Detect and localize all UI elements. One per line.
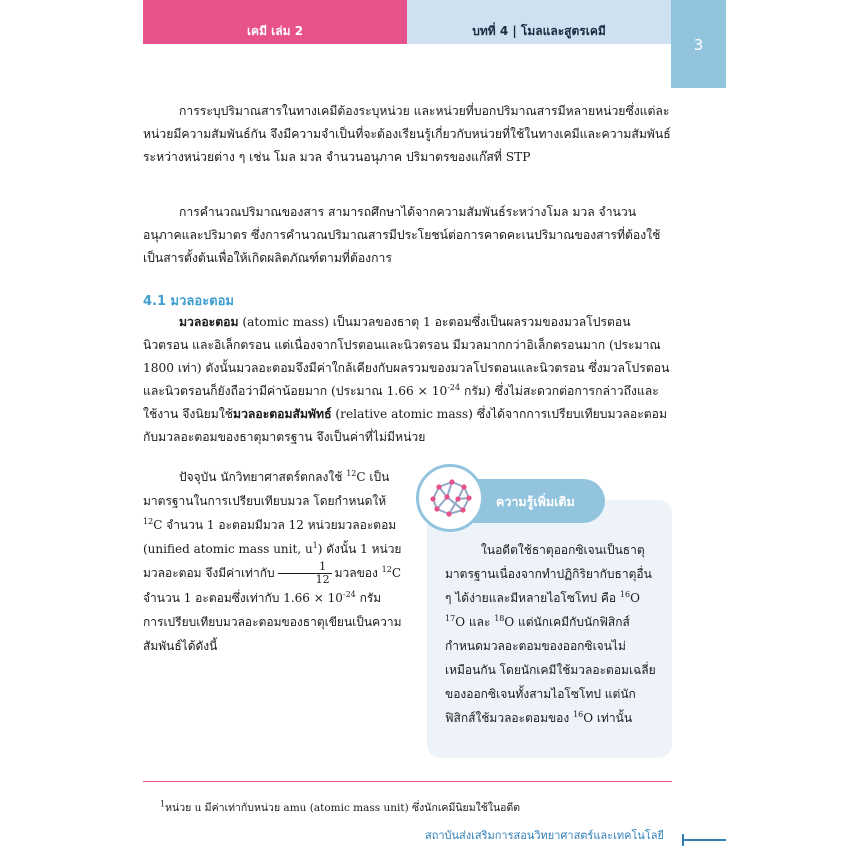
superscript: 16 bbox=[619, 590, 631, 599]
text-span: กรัม การเปรียบเทียบมวลอะตอมของธาตุเขียนเป็นความสัมพันธ์ได้ดังนี้ bbox=[143, 591, 402, 653]
footnote-marker: 1 bbox=[160, 799, 166, 809]
standard-paragraph bbox=[143, 465, 405, 658]
text-span: ) ดังนั้น 1 หน่วยมวลอะตอม จึงมีค่าเท่ากับ bbox=[143, 542, 402, 580]
page-number: 3 bbox=[693, 36, 704, 54]
info-box-badge bbox=[416, 464, 484, 532]
superscript: 12 bbox=[143, 517, 154, 526]
exponent: -24 bbox=[342, 590, 356, 599]
atomic-mass-text-c: (relative atomic mass) ซึ่งได้จากการเปรียบเทียบมวลอะตอมกับมวลอะตอมของธาตุมาตรฐาน จึงเป็นค่าที่ไม่มีหน่วย bbox=[143, 407, 668, 444]
footnote-text: หน่วย u มีค่าเท่ากับหน่วย amu (atomic mass unit) ซึ่งนักเคมีนิยมใช้ในอดีต bbox=[165, 802, 521, 814]
fraction-numerator: 1 bbox=[278, 561, 332, 574]
text-span: C จำนวน 1 อะตอมมีมวล 12 หน่วยมวลอะตอม (unified atomic mass unit, u bbox=[143, 518, 397, 556]
footer-rule bbox=[682, 839, 726, 841]
header-chapter-title: บทที่ 4 | โมลและสูตรเคมี bbox=[472, 24, 606, 38]
atomic-mass-text-a: (atomic mass) เป็นมวลของธาตุ 1 อะตอมซึ่งเป็นผลรวมของมวลโปรตอน นิวตรอน และอิเล็กตรอน แต่เนื่องจากโปรตอนและนิวตรอน มีมวลมากกว่าอิเล็กตรอนมาก (ประมาณ 1800 เท่า) ดังนั้นมวลอะตอมจึงมีค่าใกล้เคียงกับผลรวมของมวลโปรตอนและนิวตรอน ซึ่งมวลโปรตอนและนิวตรอนก็ยังถือว่ามีค่าน้อยมาก (ประมาณ 1.66 × 10 bbox=[143, 315, 670, 398]
intro-text-1: การระบุปริมาณสารในทางเคมีต้องระบุหน่วย และหน่วยที่บอกปริมาณสารมีหลายหน่วยซึ่งแต่ละหน่วยมีความสัมพันธ์กัน จึงมีความจำเป็นที่จะต้องเรียนรู้เกี่ยวกับหน่วยที่ใช้ในทางเคมีและความสัมพันธ์ระหว่างหน่วยต่าง ๆ เช่น โมล มวล จำนวนอนุภาค ปริมาตรของแก๊สที่ STP bbox=[143, 104, 671, 164]
footnote-marker: 1 bbox=[312, 541, 318, 550]
atomic-mass-paragraph bbox=[143, 311, 672, 449]
atomic-mass-text-b: กรัม) ซึ่งไม่สะดวกต่อการกล่าวถึงและใช้งาน จึงนิยมใช้ bbox=[143, 384, 659, 421]
text-span: O แต่นักเคมีกับนักฟิสิกส์กำหนดมวลอะตอมของออกซิเจนไม่เหมือนกัน โดยนักเคมีใช้มวลอะตอมเฉลี่ยของออกซิเจนทั้งสามไอโซโทป แต่นักฟิสิกส์ใช้มวลอะตอมของ bbox=[445, 615, 656, 725]
text-span: มวลของ bbox=[334, 566, 382, 580]
text-span: O bbox=[630, 591, 640, 605]
header-book-title: เคมี เล่ม 2 bbox=[246, 24, 304, 38]
fraction-denominator: 12 bbox=[315, 573, 330, 586]
section-title: 4.1 มวลอะตอม bbox=[143, 294, 234, 309]
info-box-title: ความรู้เพิ่มเติม bbox=[496, 494, 575, 509]
term-atomic-mass: มวลอะตอม bbox=[179, 315, 239, 329]
term-relative-atomic-mass: มวลอะตอมสัมพัทธ์ bbox=[233, 407, 332, 421]
intro-text-2: การคำนวณปริมาณของสาร สามารถศึกษาได้จากความสัมพันธ์ระหว่างโมล มวล จำนวนอนุภาคและปริมาตร ซึ่งการคำนวณปริมาณสารมีประโยชน์ต่อการคาดคะเนปริมาณของสารที่ต้องใช้เป็นสารตั้งต้นเพื่อให้เกิดผลิตภัณฑ์ตามที่ต้องการ bbox=[143, 205, 661, 265]
intro-paragraph-1 bbox=[143, 100, 672, 169]
header-book-bar bbox=[143, 0, 407, 44]
text-span: ปัจจุบัน นักวิทยาศาสตร์ตกลงใช้ bbox=[179, 470, 347, 484]
intro-paragraph-2 bbox=[143, 201, 672, 270]
molecule-icon bbox=[425, 473, 475, 523]
superscript: 12 bbox=[381, 565, 392, 574]
footnote bbox=[160, 799, 520, 816]
text-span: C เป็นมาตรฐานในการเปรียบเทียบมวล โดยกำหนดให้ bbox=[143, 470, 390, 508]
info-box-text bbox=[445, 538, 657, 730]
text-span: C จำนวน 1 อะตอมซึ่งเท่ากับ 1.66 × 10 bbox=[143, 566, 402, 605]
superscript: 16 bbox=[573, 710, 584, 719]
page-number-tab bbox=[671, 0, 726, 88]
header-chapter-bar bbox=[407, 0, 671, 44]
info-box-content bbox=[445, 538, 657, 730]
exponent: -24 bbox=[447, 382, 461, 392]
atomic-mass-text bbox=[143, 311, 672, 449]
footer-publisher: สถาบันส่งเสริมการสอนวิทยาศาสตร์และเทคโนโลยี bbox=[425, 829, 664, 842]
superscript: 17 bbox=[445, 614, 456, 623]
superscript: 12 bbox=[346, 469, 357, 478]
standard-text bbox=[143, 465, 405, 658]
fraction bbox=[278, 561, 332, 586]
text-span: ในอดีตใช้ธาตุออกซิเจนเป็นธาตุมาตรฐานเนื่องจากทำปฏิกิริยากับธาตุอื่น ๆ ได้ง่ายและมีหลายไอโซโทป คือ bbox=[445, 543, 652, 605]
superscript: 18 bbox=[494, 614, 505, 623]
text-span: O เท่านั้น bbox=[583, 711, 633, 725]
footnote-divider bbox=[143, 781, 672, 782]
info-box-tab bbox=[470, 479, 605, 523]
text-span: O และ bbox=[455, 615, 495, 629]
